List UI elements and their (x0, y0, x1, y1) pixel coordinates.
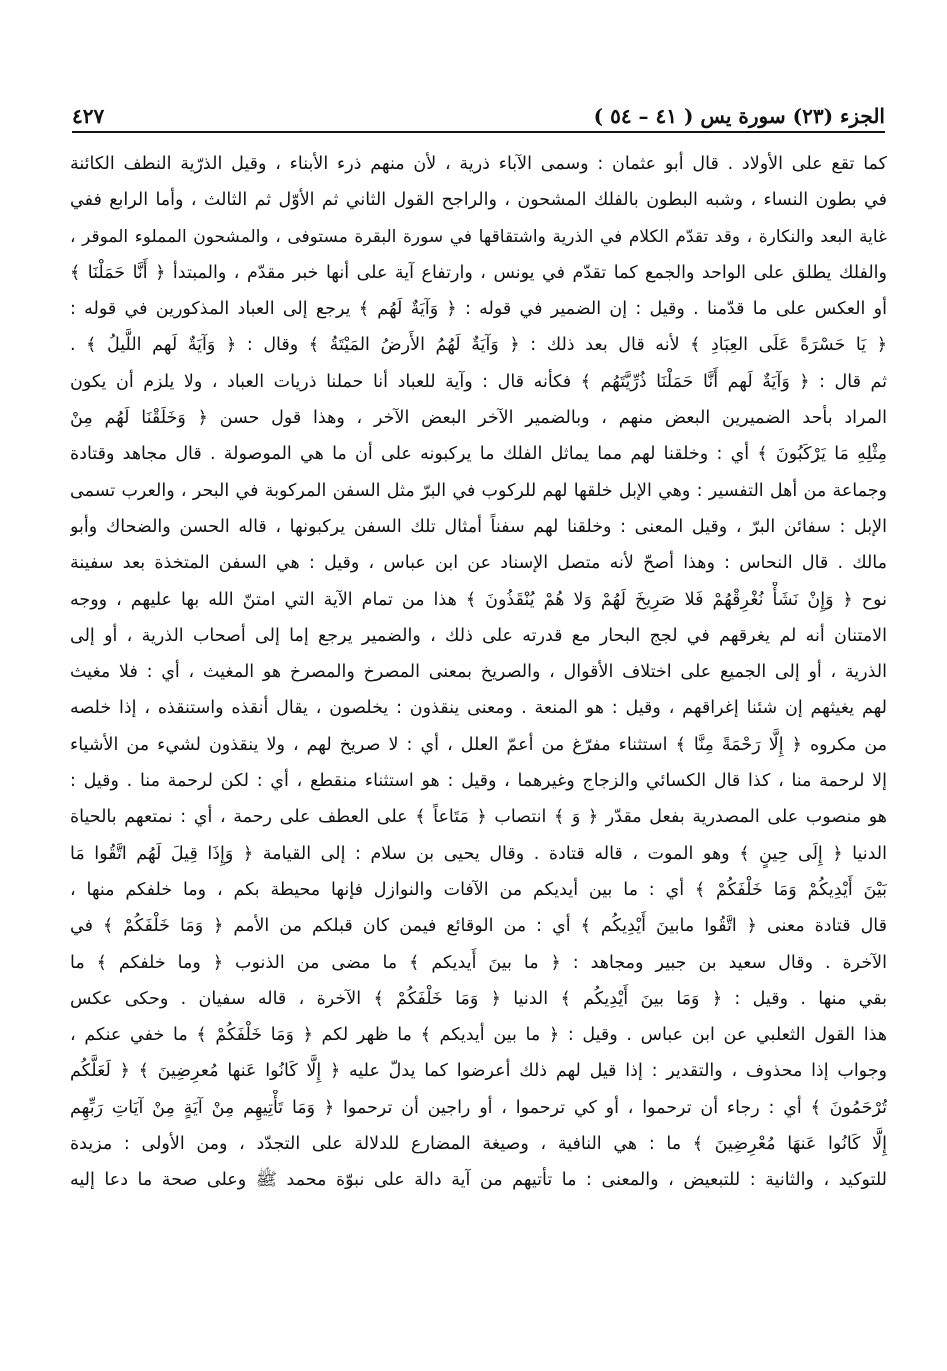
text-line: من مكروه ﴿ إِلَّا رَحْمَةً مِنَّا ﴾ استثناء مفرّغ من أعمّ العلل ، أي : لا صريخ لهم ، ولا ينقذون لشيء من الأشياء (70, 734, 887, 755)
text-line: غاية البعد والنكارة ، وقد تقدّم الكلام في الذرية واشتقاقها في سورة البقرة مستوفى ، والمشحون المملوء الموقر ، (70, 226, 887, 247)
text-line: وجماعة من أهل التفسير : وهي الإبل خلقها لهم للركوب في البرّ مثل السفن المركوبة في البحر ، والعرب تسمى (70, 480, 887, 501)
text-line: ثم قال : ﴿ وَآيَةٌ لَهم أَنَّا حَمَلْنَا ذُرِّيَّتَهُم ﴾ فكأنه قال : وآية للعباد أنا حملنا ذريات العباد ، ولا يلزم أن يكون (70, 371, 887, 392)
text-line: تُرْحَمُونَ ﴾ أي : رجاء أن ترحموا ، أو كي ترحموا ، أو راجين أن ترحموا ﴿ وَمَا تَأْتِيهِم مِنْ آيَةٍ مِنْ آيَاتِ رَبِّهِم (70, 1097, 887, 1118)
text-line: قال قتادة معنى ﴿ اتَّقُوا مابينَ أَيْدِيكُم ﴾ أي : من الوقائع فيمن كان قبلكم من الأمم ﴿ وَمَا خَلْفَكُمْ ﴾ في (70, 916, 887, 937)
text-line: المراد بأحد الضميرين البعض منهم ، وبالضمير الآخر البعض الآخر ، وهذا قول حسن ﴿ وَخَلَقْنَا لَهُم مِنْ (70, 408, 887, 429)
text-line: مالك . قال النحاس : وهذا أصحّ لأنه متصل الإسناد عن ابن عباس ، وقيل : هي السفن المتخذة بعد سفينة (70, 553, 887, 574)
text-line: والفلك يطلق على الواحد والجمع كما تقدّم في يونس ، وارتفاع آية على أنها خبر مقدّم ، والمبتدأ ﴿ أَنَّا حَمَلْنَا ﴾ (70, 262, 887, 283)
text-line: هو منصوب على المصدرية بفعل مقدّر ﴿ وَ ﴾ انتصاب ﴿ مَتَاعاً ﴾ على العطف على رحمة ، أي : نمتعهم بالحياة (70, 807, 887, 828)
text-line: بقي منها . وقيل : ﴿ وَمَا بينَ أَيْدِيكُم ﴾ الدنيا ﴿ وَمَا خَلْفَكُمْ ﴾ الآخرة ، قاله سفيان . وحكى عكس (70, 988, 887, 1009)
text-line: مِثْلِهِ مَا يَرْكَبُونَ ﴾ أي : وخلقنا لهم مما يماثل الفلك ما يركبونه على أن ما هي الموصولة . قال مجاهد وقتادة (70, 444, 887, 465)
text-line: ﴿ يَا حَسْرَةً عَلَى العِبَادِ ﴾ لأنه قال بعد ذلك : ﴿ وَآيَةٌ لَهُمُ الأَرضُ المَيْتَةُ ﴾ وقال : ﴿ وَآيَةٌ لَهم اللَّيلُ ﴾ . (70, 335, 887, 356)
page-number: ٤٢٧ (72, 104, 105, 128)
running-header (72, 94, 885, 128)
text-line: هذا القول الثعلبي عن ابن عباس . وقيل : ﴿ ما بين أيديكم ﴾ ما ظهر لكم ﴿ وَمَا خَلْفَكُمْ ﴾ ما خفي عنكم ، (70, 1025, 887, 1046)
text-line: الآخرة . وقال سعيد بن جبير ومجاهد : ﴿ ما بينَ أَيديكم ﴾ ما مضى من الذنوب ﴿ وما خلفكم ﴾ ما (70, 952, 887, 973)
text-line: كما تقع على الأولاد . قال أبو عثمان : وسمى الآباء ذرية ، لأن منهم ذرء الأبناء ، وقيل الذرّية النطف الكائنة (70, 154, 887, 174)
text-line: الامتنان أنه لم يغرقهم في لجج البحار مع قدرته على ذلك ، والضمير يرجع إما إلى أصحاب الذرية ، أو إلى (70, 625, 887, 646)
text-line: إِلَّا كَانُوا عَنهَا مُعْرِضِينَ ﴾ ما : هي النافية ، وصيغة المضارع للدلالة على التجدّد ، ومن الأولى : مزيدة (70, 1134, 887, 1155)
text-line: أو العكس على ما قدّمنا . وقيل : إن الضمير في قوله : ﴿ وَآيَةٌ لَهُم ﴾ يرجع إلى العباد المذكورين في قوله : (70, 299, 887, 320)
text-line: نوح ﴿ وَإِنْ نَشَأْ نُغْرِقْهُمْ فَلا صَرِيخَ لَهُمْ وَلا هُمْ يُنْقَذُونَ ﴾ هذا من تمام الآية التي امتنّ الله بها عليهم ، ووجه (70, 589, 887, 610)
text-line: الذرية ، أو إلى الجميع على اختلاف الأقوال ، والصريخ بمعنى المصرخ والمصرخ هو المغيث ، أي : فلا مغيث (70, 662, 887, 683)
text-line: إلا لرحمة منا ، كذا قال الكسائي والزجاج وغيرهما ، وقيل : هو استثناء منقطع ، أي : لكن لرحمة منا . وقيل : (70, 771, 887, 792)
header-rule (72, 131, 885, 133)
text-line: في بطون النساء ، وشبه البطون بالفلك المشحون ، والراجح القول الثاني ثم الأوّل ثم الثالث ، وأما الرابع ففي (70, 190, 887, 211)
text-line: الدنيا ﴿ إِلَى حِينٍ ﴾ وهو الموت ، قاله قتادة . وقال يحيى بن سلام : إلى القيامة ﴿ وَإِذَا قِيلَ لَهُم اتَّقُوا مَا (70, 843, 887, 864)
body-text (70, 146, 887, 1199)
text-line: لهم يغيثهم إن شئنا إغراقهم ، وقيل : هو المنعة . ومعنى ينقذون : يخلصون ، يقال أنقذه واستنقذه ، إذا خلصه (70, 698, 887, 719)
text-line: بَيْنَ أَيْدِيكُمْ وَمَا خَلْفَكُمْ ﴾ أي : ما بين أيديكم من الآفات والنوازل فإنها محيطة بكم ، وما خلفكم منها ، (70, 879, 887, 900)
text-line: للتوكيد ، والثانية : للتبعيض ، والمعنى : ما تأتيهم من آية دالة على نبوّة محمد ﷺ وعلى صحة ما دعا إليه (70, 1170, 887, 1191)
text-line: الإبل : سفائن البرّ ، وقيل المعنى : وخلقنا لهم سفناً أمثال تلك السفن يركبونها ، قاله الحسن والضحاك وأبو (70, 516, 887, 537)
text-line: وجواب إذا محذوف ، والتقدير : إذا قيل لهم ذلك أعرضوا كما يدلّ عليه ﴿ إِلَّا كَانُوا عَنها مُعرِضِينَ ﴾ ﴿ لَعَلَّكُم (70, 1061, 887, 1082)
header-title: الجزء (٢٣) سورة يس ( ٤١ – ٥٤ ) (593, 104, 885, 128)
